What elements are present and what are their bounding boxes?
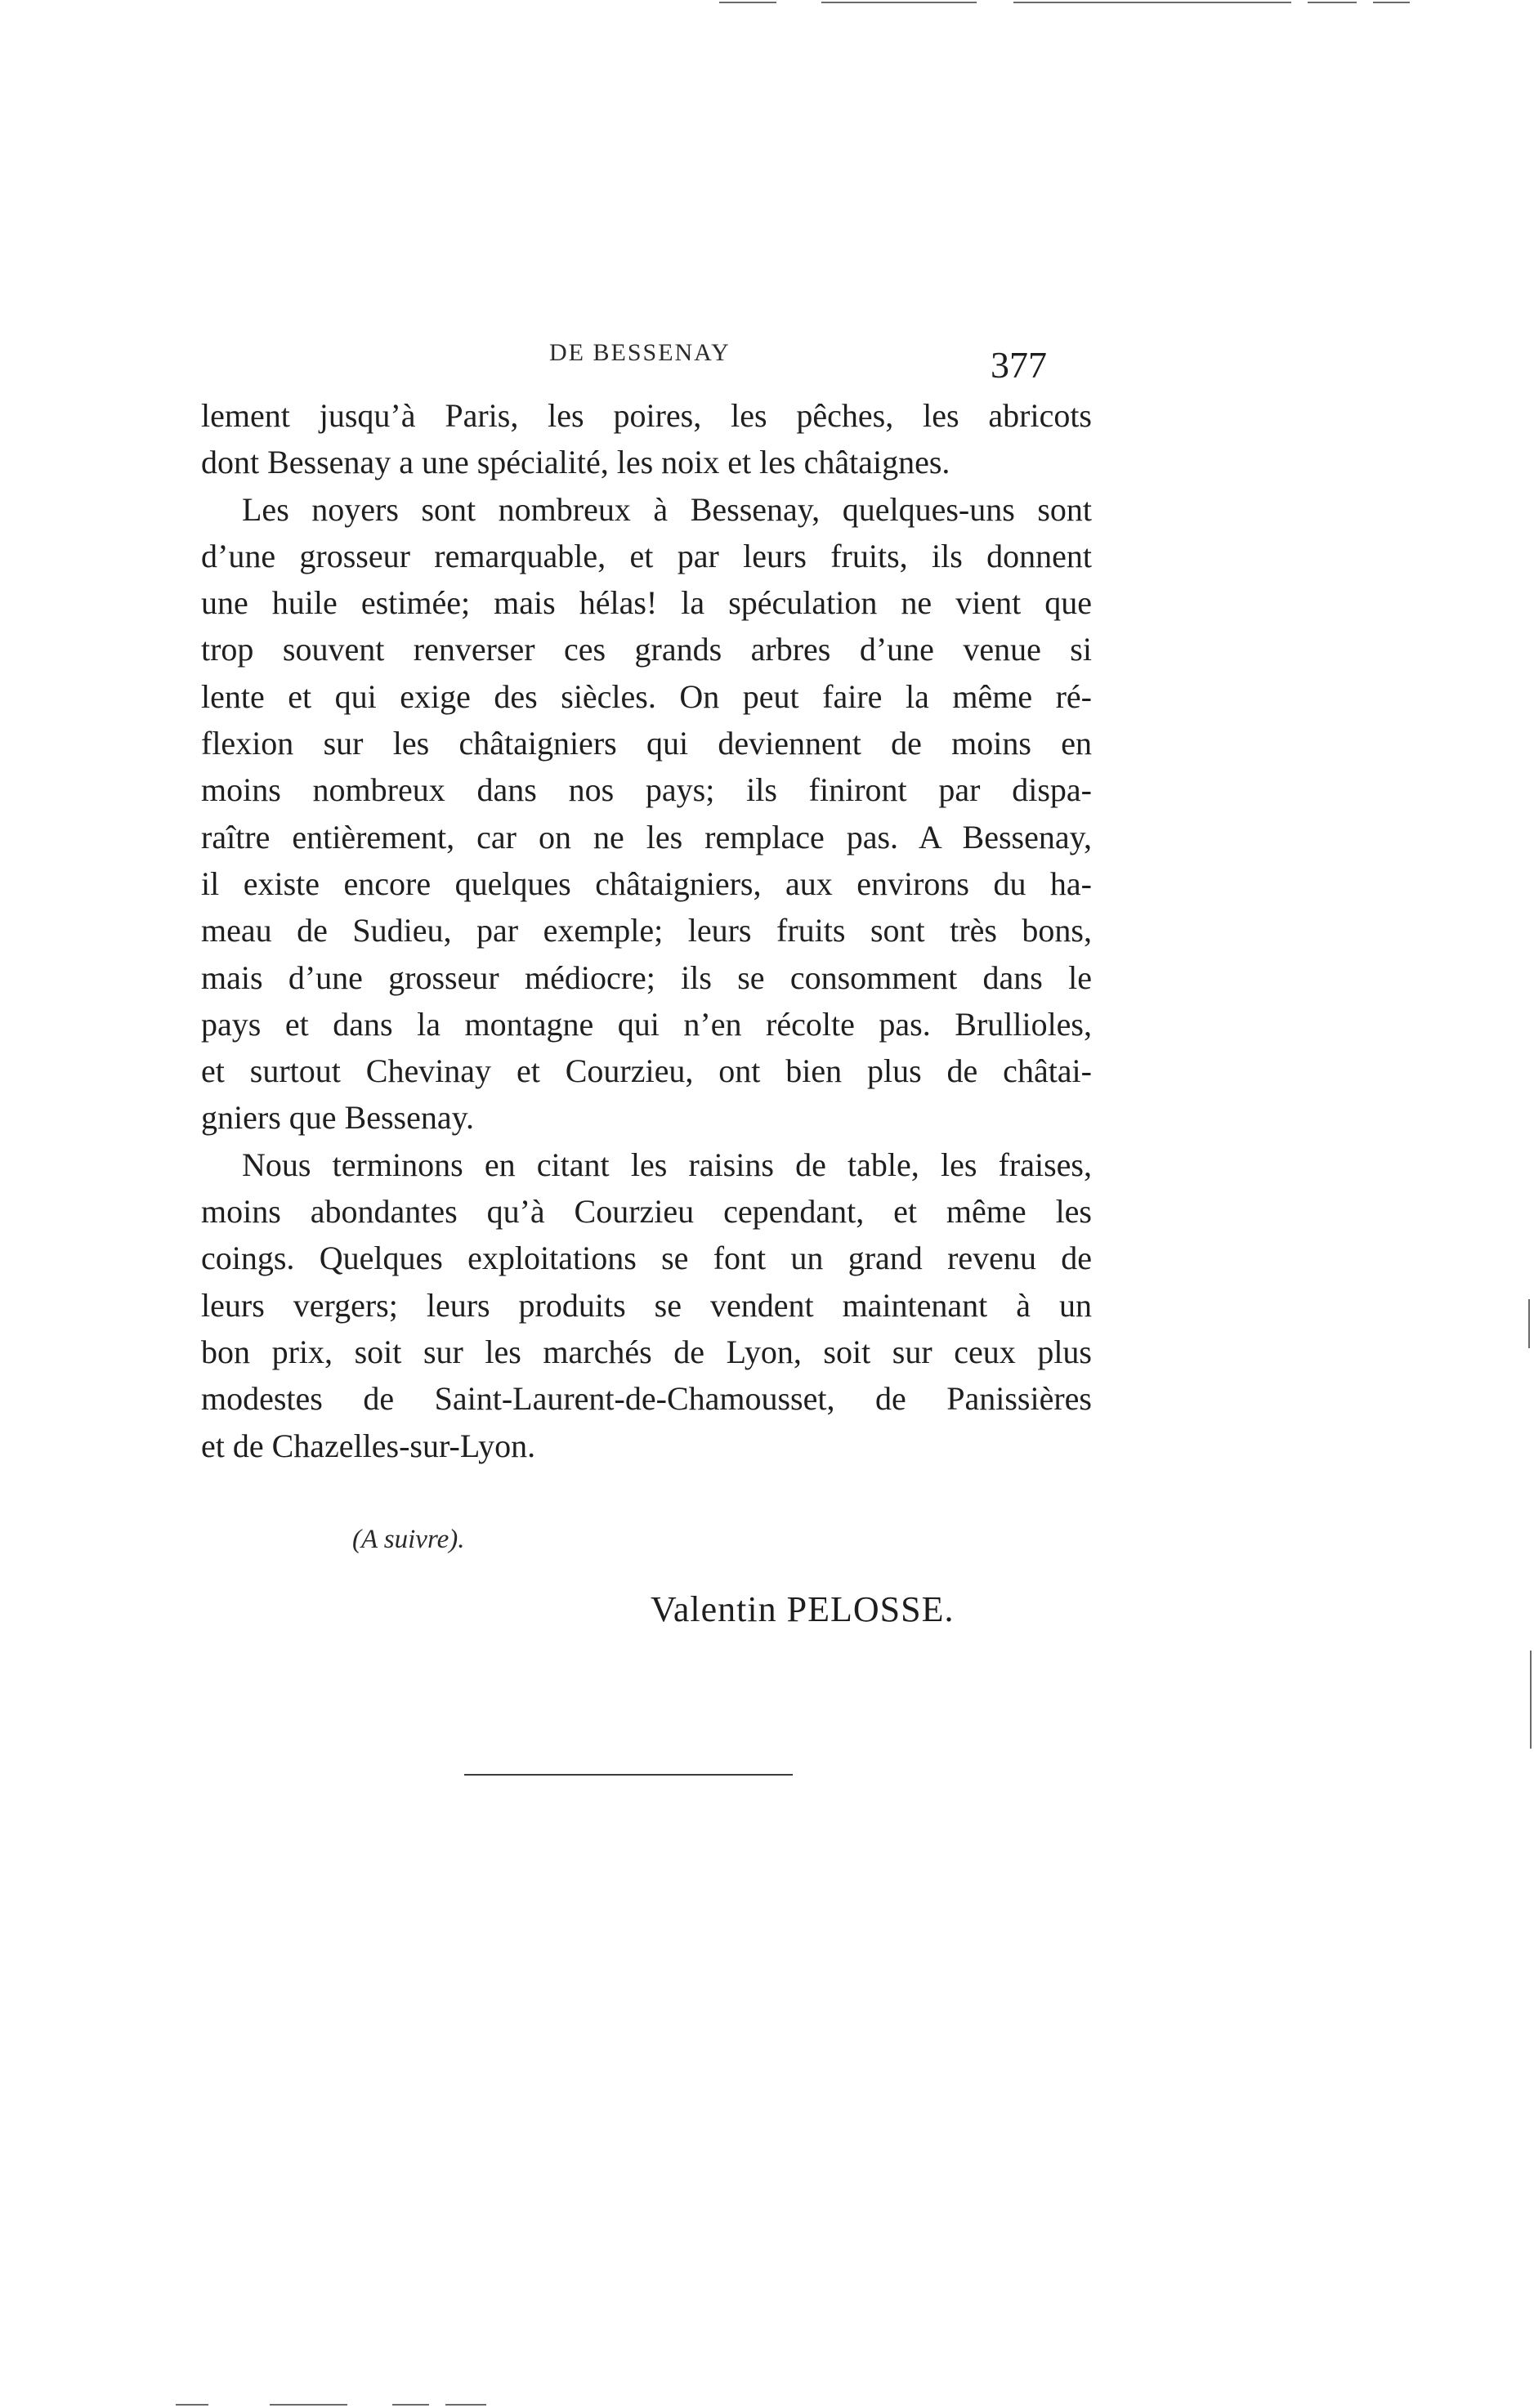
text-line: dont Bessenay a une spécialité, les noix et les châtaignes. bbox=[201, 444, 950, 481]
text-line: Nous terminons en citant les raisins de table, les fraises, bbox=[242, 1146, 1092, 1183]
text-line: gniers que Bessenay. bbox=[201, 1099, 474, 1137]
text-line: lente et qui exige des siècles. On peut faire la même ré- bbox=[201, 677, 1092, 715]
scan-edge-mark-top-4 bbox=[1308, 2, 1357, 3]
text-line: bon prix, soit sur les marchés de Lyon, soit sur ceux plus bbox=[201, 1333, 1092, 1370]
continuation-note: (A suivre). bbox=[352, 1525, 465, 1554]
scan-edge-mark-bottom-2 bbox=[270, 2404, 347, 2406]
page-number: 377 bbox=[991, 344, 1047, 386]
scan-edge-mark-top-5 bbox=[1373, 2, 1410, 3]
scan-edge-mark-top-1 bbox=[719, 2, 776, 3]
closing-rule bbox=[464, 1774, 793, 1776]
text-line: pays et dans la montagne qui n’en récolte pas. Brullioles, bbox=[201, 1005, 1092, 1043]
text-line: il existe encore quelques châtaigniers, aux environs du ha- bbox=[201, 864, 1092, 902]
scan-edge-mark-top-3 bbox=[1013, 2, 1291, 3]
text-line: une huile estimée; mais hélas! la spéculation ne vient que bbox=[201, 584, 1092, 622]
running-head: DE BESSENAY bbox=[549, 339, 731, 366]
author-signature: Valentin PELOSSE. bbox=[651, 1589, 955, 1629]
text-line: leurs vergers; leurs produits se vendent maintenant à un bbox=[201, 1286, 1092, 1324]
text-line: coings. Quelques exploitations se font un grand revenu de bbox=[201, 1240, 1092, 1277]
scan-edge-mark-right-2 bbox=[1530, 1651, 1532, 1749]
text-line: d’une grosseur remarquable, et par leurs fruits, ils donnent bbox=[201, 537, 1092, 574]
text-line: raître entièrement, car on ne les remplace pas. A Bessenay, bbox=[201, 818, 1092, 856]
text-line: lement jusqu’à Paris, les poires, les pêches, les abricots bbox=[201, 397, 1092, 434]
scan-edge-mark-right-1 bbox=[1528, 1299, 1530, 1348]
text-line: modestes de Saint-Laurent-de-Chamousset, de Panissières bbox=[201, 1380, 1092, 1418]
text-line: meau de Sudieu, par exemple; leurs fruits sont très bons, bbox=[201, 912, 1092, 949]
text-line: moins nombreux dans nos pays; ils finiront par dispa- bbox=[201, 771, 1092, 809]
scan-edge-mark-bottom-3 bbox=[392, 2404, 429, 2406]
text-line: moins abondantes qu’à Courzieu cependant, et même les bbox=[201, 1193, 1092, 1231]
scan-edge-mark-bottom-4 bbox=[445, 2404, 486, 2406]
body-text bbox=[201, 392, 1092, 1469]
text-line: Les noyers sont nombreux à Bessenay, quelques-uns sont bbox=[242, 490, 1092, 528]
scan-edge-mark-top-2 bbox=[821, 2, 977, 3]
text-line: et surtout Chevinay et Courzieu, ont bien plus de châtai- bbox=[201, 1052, 1092, 1090]
text-line: mais d’une grosseur médiocre; ils se consomment dans le bbox=[201, 958, 1092, 996]
text-line: trop souvent renverser ces grands arbres d’une venue si bbox=[201, 631, 1092, 668]
text-line: flexion sur les châtaigniers qui deviennent de moins en bbox=[201, 725, 1092, 762]
scan-edge-mark-bottom-1 bbox=[176, 2404, 208, 2406]
text-line: et de Chazelles-sur-Lyon. bbox=[201, 1427, 536, 1464]
